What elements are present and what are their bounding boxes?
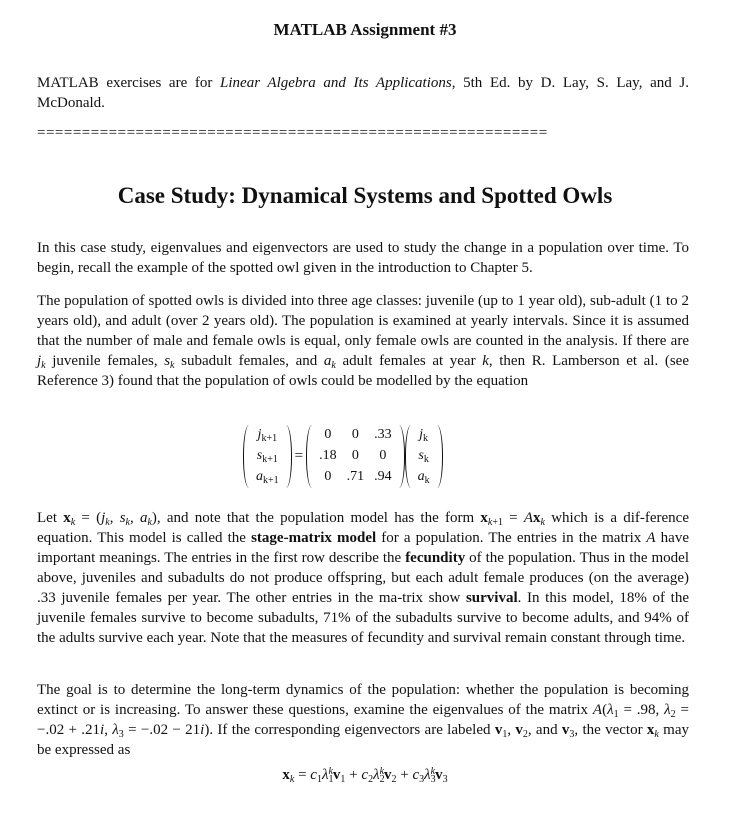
equals-sign: = <box>294 447 304 464</box>
paragraph-goal: The goal is to determine the long-term dynamics of the population: whether the population is becoming extinct or is increasing. To answer these questions, examine the eigenvalues of the matrix $A(\lambda_1 = .98$, $\lambda_2 = -.02 + .21i$, $\lambda_3 = -.02 - 21i$). If the corresponding eigenvectors are labeled $v_1$, $v_2$, and $v_3$, the vector $x_k$ may be expressed as <box>37 682 689 758</box>
matrix-cell: .71 <box>346 469 365 484</box>
separator-line: ========================================================= <box>37 125 548 141</box>
assignment-title: MATLAB Assignment #3 <box>273 20 457 39</box>
rhs-vector: $j_k$ $s_k$ $a_k$ <box>405 425 443 488</box>
matrix-cell: .18 <box>319 448 337 463</box>
lhs-vector: $j_{k+1}$ $s_{k+1}$ $a_{k+1}$ <box>243 425 292 488</box>
matrix-cell: 0 <box>379 448 387 463</box>
matrix-cell: 0 <box>324 427 332 442</box>
paragraph-intro: In this case study, eigenvalues and eigenvectors are used to study the change in a population over time. To begin, recall the example of the spotted owl given in the introduction to Chapter 5. <box>37 240 689 276</box>
paragraph-population: The population of spotted owls is divided into three age classes: juvenile (up to 1 year old), sub-adult (1 to 2 years old), and adult (over 2 years old). The population is examined at yearly intervals. Since it is assumed that the number of male and female owls is equal, only female owls are counted in the analysis. If there are $j_k$ juvenile females, $s_k$ subadult females, and $a_k$ adult females at year k, then R. Lamberson et al. (see Reference 3) found that the population of owls could be modelled by the equation <box>37 293 689 389</box>
intro-paragraph: MATLAB exercises are for Linear Algebra and Its Applications, 5th Ed. by D. Lay, S. Lay, and J. McDonald. <box>37 75 689 111</box>
book-title: Linear Algebra and Its Applications <box>220 75 452 91</box>
matrix-cell: .33 <box>374 427 392 442</box>
matrix-cell: 0 <box>324 469 332 484</box>
matrix-cell: .94 <box>374 469 392 484</box>
matrix-cell: 0 <box>351 427 359 442</box>
case-study-title: Case Study: Dynamical Systems and Spotted Owls <box>117 183 613 208</box>
eigen-expansion-formula: $x_k = c_1\lambda_1^kv_1 + c_2\lambda_2^kv_2 + c_3\lambda_3^kv_3$ <box>282 766 448 785</box>
paragraph-stage-matrix: Let $x_k = (j_k$, $s_k$, $a_k$), and note that the population model has the form $x_{k+1} = Ax_k$ which is a dif-ference equation. This model is called the stage-matrix model for a population. The entries in the matrix A have important meanings. The entries in the first row describe the fecundity of the population. Thus in the model above, juveniles and subadults do not produce offspring, but each adult female produces (on the average) .33 juvenile females per year. The other entries in the ma-trix show survival. In this model, 18% of the juvenile females survive to become subadults, 71% of the subadults survive to become adults, and 94% of the adults survive each year. Note that the measures of fecundity and survival remain constant through time. <box>37 510 689 646</box>
stage-matrix-equation <box>243 423 443 489</box>
matrix-cell: 0 <box>351 448 359 463</box>
stage-matrix <box>306 425 405 488</box>
